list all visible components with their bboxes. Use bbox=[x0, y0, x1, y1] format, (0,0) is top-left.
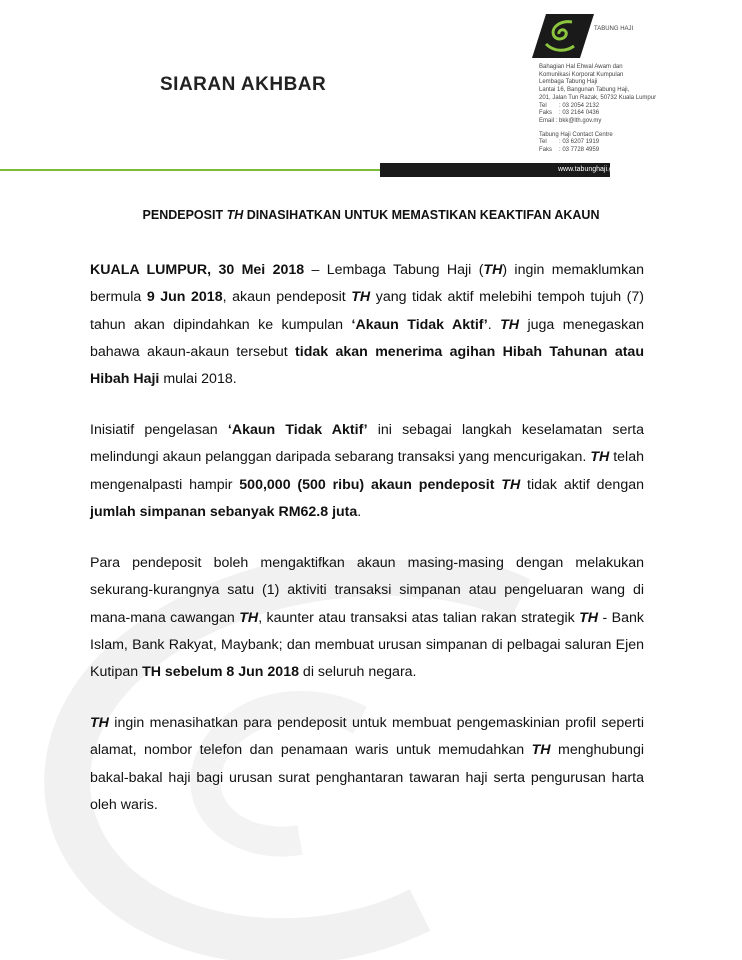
page-title: SIARAN AKHBAR bbox=[160, 74, 327, 95]
contact-fax bbox=[539, 110, 739, 118]
cc-tel-value: : 03 6207 1919 bbox=[559, 139, 600, 146]
tel-value: : 03 2054 2132 bbox=[559, 102, 600, 109]
green-line bbox=[0, 169, 380, 171]
tabung-haji-logo-icon bbox=[532, 14, 594, 58]
tel-label: Tel bbox=[539, 102, 547, 109]
contact-centre: Tabung Haji Contact Centre bbox=[539, 131, 613, 138]
cc-fax-value: : 03 7728 4959 bbox=[559, 147, 600, 154]
fax-label: Faks bbox=[539, 110, 553, 117]
paragraph-2: Inisiatif pengelasan ‘Akaun Tidak Aktif’ ini sebagai langkah keselamatan serta melindungi akaun pelanggan daripada sebarang transaksi yang mencurigakan. TH telah mengenalpasti hampir 500,000 (500 ribu) akaun pendeposit TH tidak aktif dengan jumlah simpanan sebanyak RM62.8 juta. bbox=[90, 422, 644, 520]
contact-info bbox=[539, 64, 739, 155]
website-link[interactable]: www.tabunghaji.gov.my bbox=[558, 166, 632, 173]
cc-tel bbox=[539, 139, 739, 147]
paragraph-4: TH ingin menasihatkan para pendeposit untuk membuat pengemaskinian profil seperti alamat, nombor telefon dan penamaan waris untuk memudahkan TH menghubungi bakal-bakal haji bagi urusan surat penghantaran tawaran haji serta pengurusan harta oleh waris. bbox=[90, 715, 644, 813]
contact-tel bbox=[539, 103, 739, 111]
contact-line: Lantai 16, Bangunan Tabung Haji, bbox=[539, 87, 630, 94]
headline: PENDEPOSIT TH DINASIHATKAN UNTUK MEMASTIKAN KEAKTIFAN AKAUN bbox=[142, 208, 600, 222]
cc-fax bbox=[539, 147, 739, 155]
logo-text: TABUNG HAJI bbox=[594, 26, 634, 32]
paragraph-3: Para pendeposit boleh mengaktifkan akaun masing-masing dengan melakukan sekurang-kurangnya satu (1) aktiviti transaksi simpanan atau pengeluaran wang di mana-mana cawangan TH, kaunter atau transaksi atas talian rakan strategik TH - Bank Islam, Bank Rakyat, Maybank; dan membuat urusan simpanan di pelbagai saluran Ejen Kutipan TH sebelum 8 Jun 2018 di seluruh negara. bbox=[90, 555, 644, 681]
contact-line: Lembaga Tabung Haji bbox=[539, 79, 598, 86]
cc-tel-label: Tel bbox=[539, 139, 547, 146]
fax-value: : 03 2164 0436 bbox=[559, 110, 600, 117]
contact-email[interactable]: Email : bkk@lth.gov.my bbox=[539, 117, 602, 124]
contact-line: Bahagian Hal Ehwal Awam dan bbox=[539, 64, 623, 70]
paragraph-1: KUALA LUMPUR, 30 Mei 2018 – Lembaga Tabung Haji (TH) ingin memaklumkan bermula 9 Jun 2018, akaun pendeposit TH yang tidak aktif melebihi tempoh tujuh (7) tahun akan dipindahkan ke kumpulan ‘Akaun Tidak Aktif’. TH juga menegaskan bahawa akaun-akaun tersebut tidak akan menerima agihan Hibah Tahunan atau Hibah Haji mulai 2018. bbox=[90, 262, 645, 388]
contact-line: 201, Jalan Tun Razak, 50732 Kuala Lumpur bbox=[539, 94, 657, 101]
contact-line: Komunikasi Korporat Kumpulan bbox=[539, 71, 624, 78]
cc-fax-label: Faks bbox=[539, 147, 553, 154]
